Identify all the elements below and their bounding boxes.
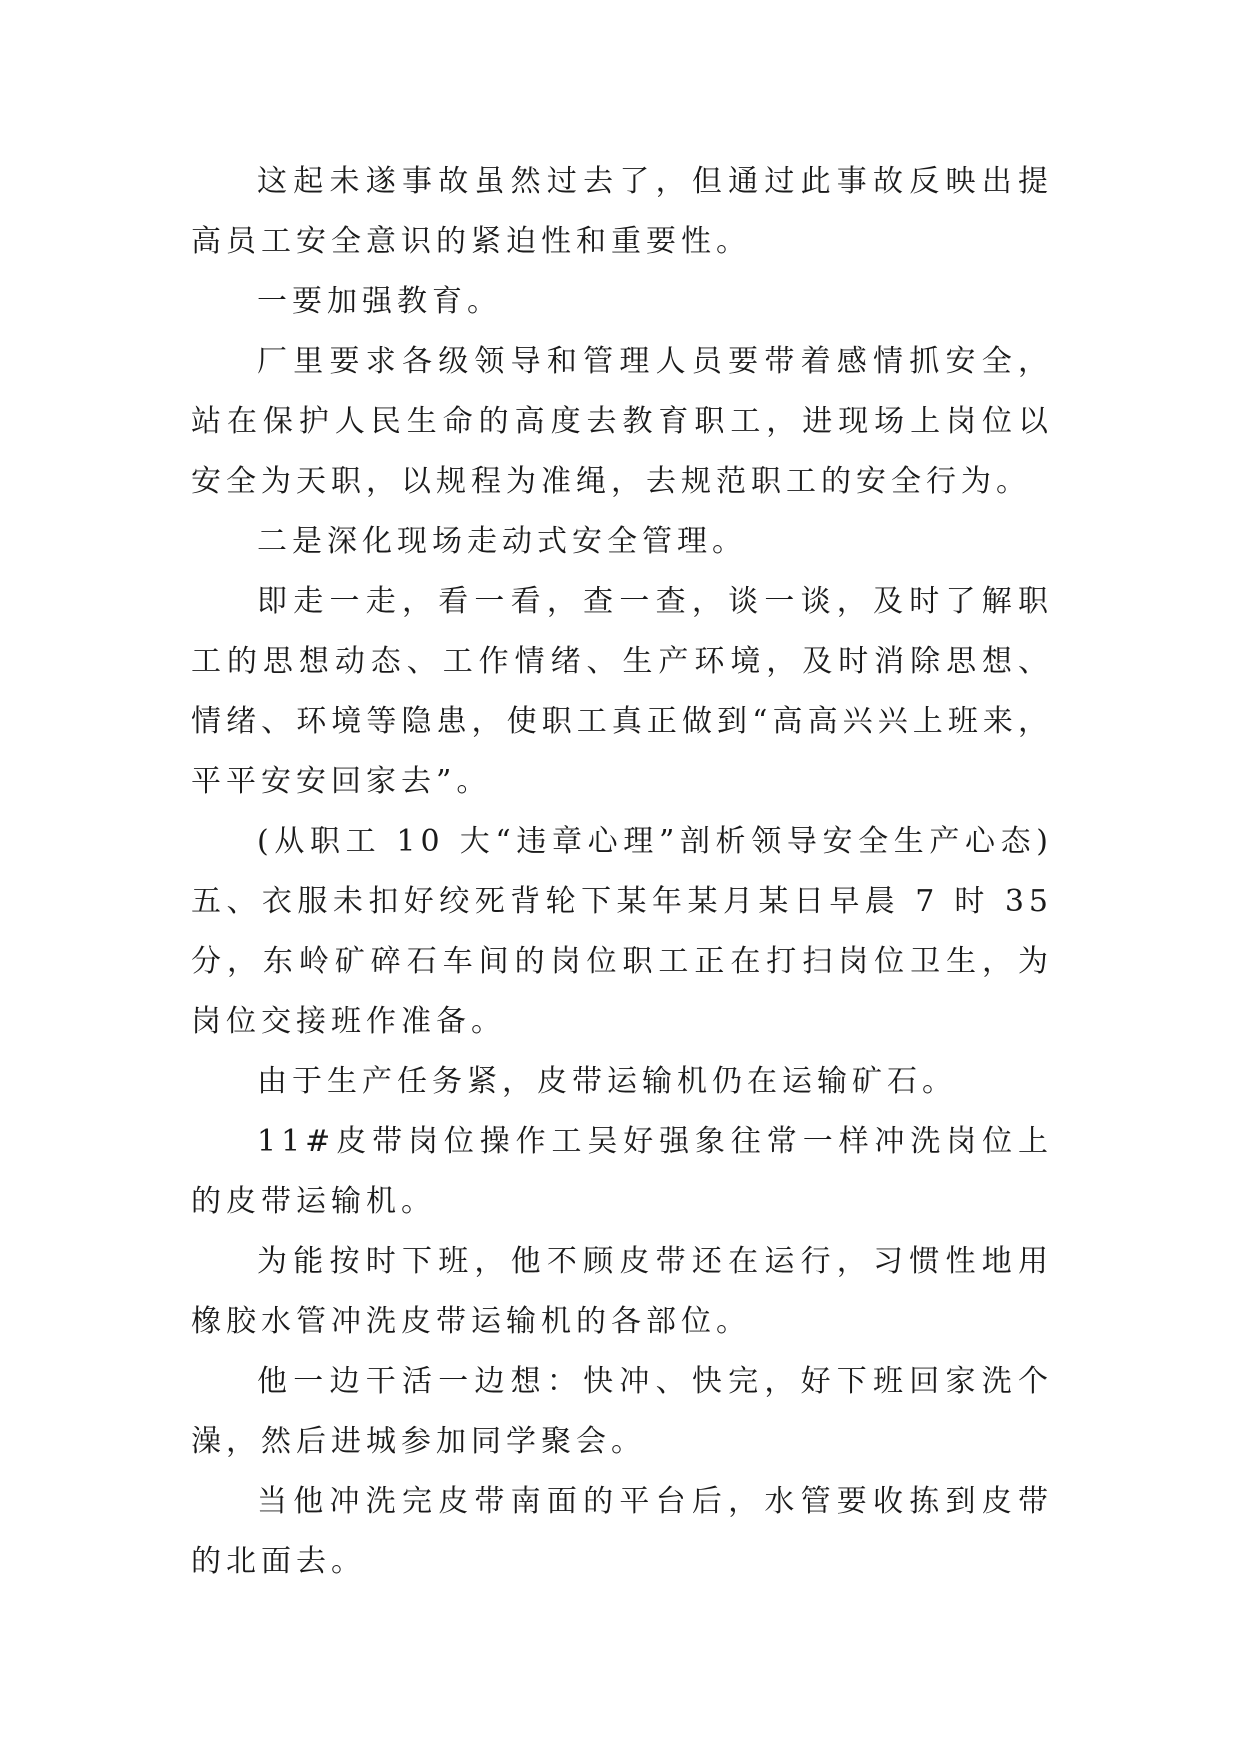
paragraph: 为能按时下班，他不顾皮带还在运行，习惯性地用橡胶水管冲洗皮带运输机的各部位。 <box>191 1244 1053 1339</box>
paragraph: 这起未遂事故虽然过去了，但通过此事故反映出提高员工安全意识的紧迫性和重要性。 <box>191 164 1053 259</box>
paragraph: 厂里要求各级领导和管理人员要带着感情抓安全，站在保护人民生命的高度去教育职工，进现场上岗位以安全为天职，以规程为准绳，去规范职工的安全行为。 <box>191 344 1053 499</box>
paragraph: 他一边干活一边想：快冲、快完，好下班回家洗个澡，然后进城参加同学聚会。 <box>191 1364 1053 1459</box>
paragraph: 即走一走，看一看，查一查，谈一谈，及时了解职工的思想动态、工作情绪、生产环境，及时消除思想、情绪、环境等隐患，使职工真正做到“高高兴兴上班来，平平安安回家去”。 <box>191 584 1053 799</box>
paragraph: 由于生产任务紧，皮带运输机仍在运输矿石。 <box>257 1064 957 1099</box>
paragraph: (从职工 10 大“违章心理”剖析领导安全生产心态)五、衣服未扣好绞死背轮下某年某月某日早晨 7 时 35 分，东岭矿碎石车间的岗位职工正在打扫岗位卫生，为岗位交接班作准备。 <box>191 824 1053 1039</box>
paragraph: 二是深化现场走动式安全管理。 <box>257 524 747 559</box>
document-body <box>191 152 1053 1592</box>
paragraph: 11#皮带岗位操作工吴好强象往常一样冲洗岗位上的皮带运输机。 <box>191 1124 1053 1219</box>
paragraph: 一要加强教育。 <box>257 284 502 319</box>
paragraph: 当他冲洗完皮带南面的平台后，水管要收拣到皮带的北面去。 <box>191 1484 1053 1579</box>
